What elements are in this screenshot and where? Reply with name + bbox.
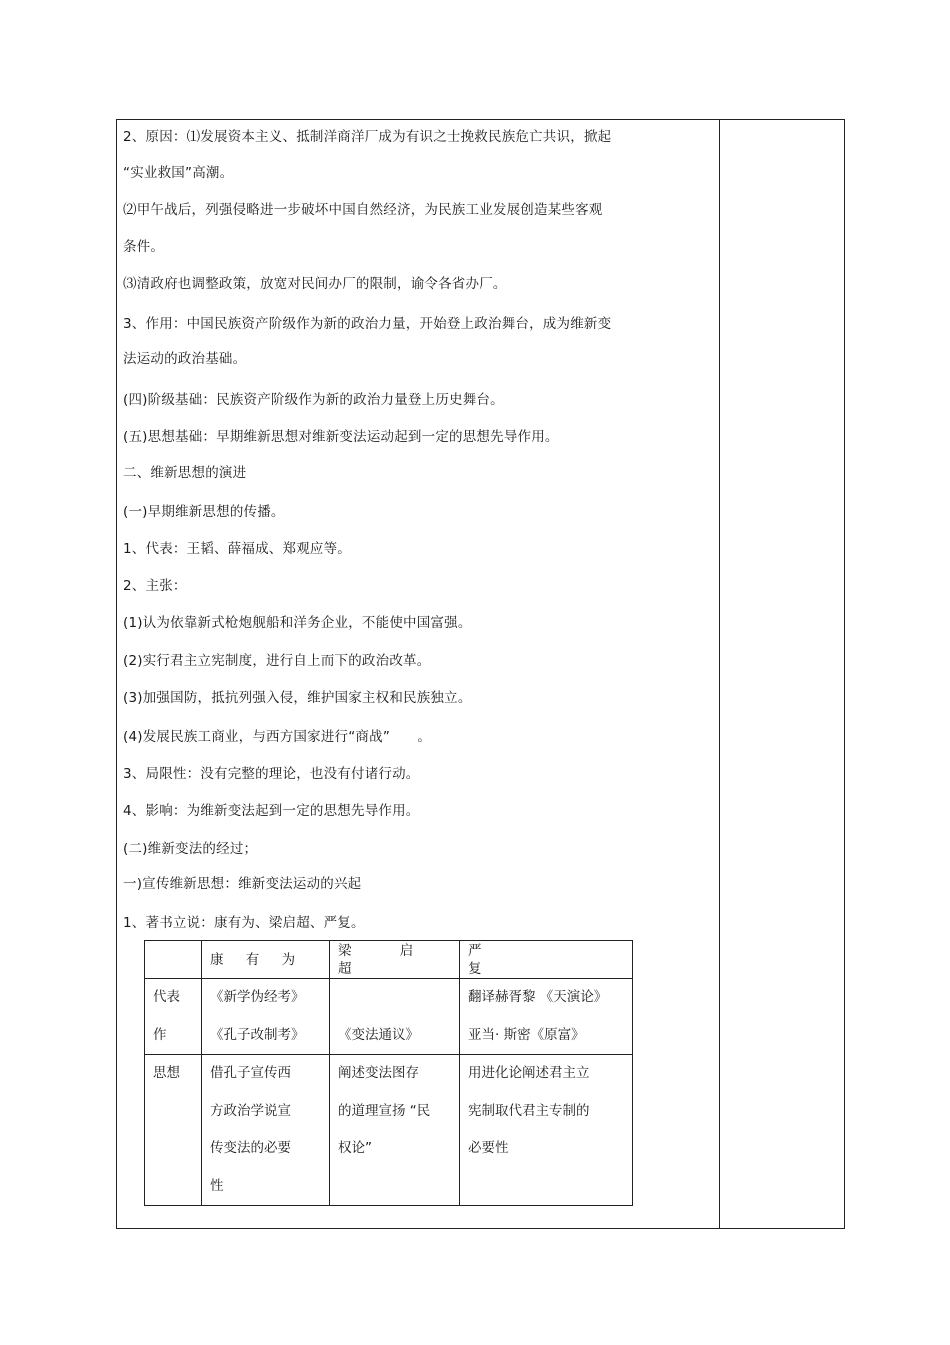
table-row-thought xyxy=(145,1055,633,1206)
text-line: ⑶清政府也调整政策，放宽对民间办厂的限制，谕令各省办厂。 xyxy=(123,276,507,292)
text-line: 1、代表：王韬、薛福成、郑观应等。 xyxy=(123,541,351,557)
table-cell: 用进化论阐述君主立 宪制取代君主专制的 必要性 xyxy=(460,1055,633,1206)
text-line: (1)认为依靠新式枪炮舰船和洋务企业，不能使中国富强。 xyxy=(123,615,472,631)
table-header-cell: 严 复 xyxy=(460,941,633,979)
row-label: 代表 作 xyxy=(145,979,202,1055)
text-line: (2)实行君主立宪制度，进行自上而下的政治改革。 xyxy=(123,653,431,669)
text-line: 2、原因：⑴发展资本主义、抵制洋商洋厂成为有识之士挽救民族危亡共识，掀起 xyxy=(123,129,612,145)
table-cell: 《新学伪经考》 《孔子改制考》 xyxy=(202,979,330,1055)
thinkers-table xyxy=(144,940,633,1206)
table-header-cell: 康 有 为 xyxy=(202,941,330,979)
text-line: (二)维新变法的经过； xyxy=(123,841,258,857)
table-header-cell: 梁 启 超 xyxy=(330,941,460,979)
text-line: ⑵甲午战后，列强侵略进一步破坏中国自然经济，为民族工业发展创造某些客观 xyxy=(123,202,603,218)
table-cell: 翻译赫胥黎 《天演论》 亚当· 斯密《原富》 xyxy=(460,979,633,1055)
section-heading: 二、维新思想的演进 xyxy=(123,465,247,481)
text-line: 法运动的政治基础。 xyxy=(123,351,247,367)
text-line: (3)加强国防，抵抗列强入侵，维护国家主权和民族独立。 xyxy=(123,690,472,706)
text-line: (五)思想基础：早期维新思想对维新变法运动起到一定的思想先导作用。 xyxy=(123,429,559,445)
text-line: (一)早期维新思想的传播。 xyxy=(123,504,285,520)
text-line: 2、主张： xyxy=(123,578,187,594)
text-line: 3、作用：中国民族资产阶级作为新的政治力量，开始登上政治舞台，成为维新变 xyxy=(123,316,612,332)
table-cell: 阐述变法图存 的道理宣扬 “民 权论” xyxy=(330,1055,460,1206)
text-line: 条件。 xyxy=(123,239,165,255)
text-line: “实业救国”高潮。 xyxy=(123,165,234,181)
table-header-cell xyxy=(145,941,202,979)
table-cell: 《变法通议》 xyxy=(330,979,460,1055)
text-line: 1、著书立说：康有为、梁启超、严复。 xyxy=(123,915,365,931)
text-line: 一)宣传维新思想：维新变法运动的兴起 xyxy=(123,876,362,892)
text-line: (4)发展民族工商业，与西方国家进行“商战” 。 xyxy=(123,729,432,745)
text-line: (四)阶级基础：民族资产阶级作为新的政治力量登上历史舞台。 xyxy=(123,392,504,408)
text-line: 4、影响：为维新变法起到一定的思想先导作用。 xyxy=(123,803,420,819)
table-header-row xyxy=(145,941,633,979)
row-label: 思想 xyxy=(145,1055,202,1206)
table-row-works xyxy=(145,979,633,1055)
column-divider xyxy=(719,119,720,1229)
table-cell: 借孔子宣传西 方政治学说宣 传变法的必要 性 xyxy=(202,1055,330,1206)
text-line: 3、局限性：没有完整的理论，也没有付诸行动。 xyxy=(123,766,420,782)
